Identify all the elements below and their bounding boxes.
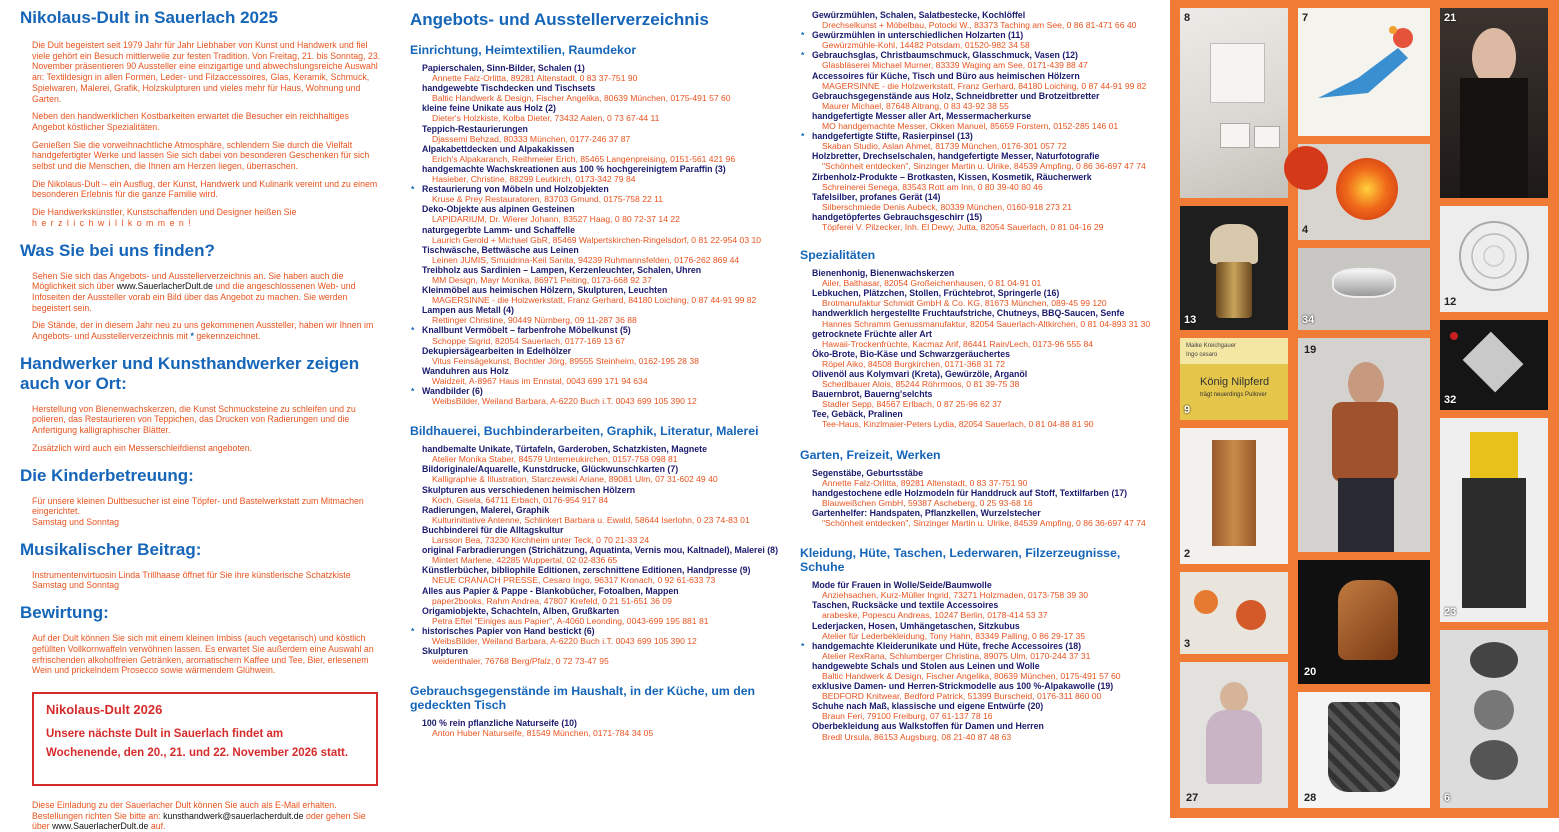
directory-entry bbox=[812, 91, 1162, 111]
entry-exhibitor: Atelier Monika Staber, 84579 Unterneukirchen, 0157-758 098 81 bbox=[432, 454, 678, 465]
entry-exhibitor: WeibsBilder, Weiland Barbara, A-6220 Buch i.T. 0043 699 105 390 12 bbox=[432, 396, 697, 407]
book-author: Maike Kreichgauer bbox=[1186, 343, 1237, 349]
entry-product: Kleinmöbel aus heimischen Hölzern, Skulpturen, Leuchten bbox=[422, 285, 668, 296]
find-paragraph-new: Die Stände, der in diesem Jahr neu zu uns gekommenen Aussteller, haben wir Ihnen im Angebots- und Ausstellerverzeichnis mit * gekennzeichnet. bbox=[32, 320, 374, 342]
directory-entry bbox=[812, 308, 1162, 328]
entry-exhibitor: weidenthaler, 76768 Berg/Pfalz, 0 72 73-47 95 bbox=[432, 656, 609, 667]
tile-number: 9 bbox=[1184, 404, 1191, 416]
directory-entry bbox=[812, 349, 1162, 369]
entry-exhibitor: Kalligraphie & Illustration, Starczewski Ariane, 89081 Ulm, 07 31-602 49 40 bbox=[432, 474, 718, 485]
tile-number: 32 bbox=[1444, 394, 1457, 406]
email-link[interactable]: kunsthandwerk@sauerlacherdult.de bbox=[163, 810, 304, 821]
entry-exhibitor: Blauweißchen GmbH, 59387 Ascheberg, 0 25 93-68 16 bbox=[822, 497, 1033, 508]
entry-exhibitor: Tee-Haus, Kinzlmaier-Peters Lydia, 82054 Sauerlach, 0 81 04-88 81 90 bbox=[822, 419, 1094, 430]
entry-exhibitor: Silberschmiede Denis Aubeck, 80339 München, 0160-918 273 21 bbox=[822, 201, 1072, 212]
next-dult-notice bbox=[32, 692, 378, 786]
kids-paragraph: Für unsere kleinen Dultbesucher ist eine Töpfer- und Bastelwerkstatt zum Mitmachen eingerichtet. Samstag und Sonntag bbox=[32, 495, 364, 527]
photo-tile-32 bbox=[1440, 320, 1548, 410]
entry-product: Taschen, Rucksäcke und textile Accessoires bbox=[812, 600, 999, 611]
welcome-text: h e r z l i c h w i l l k o m m e n ! bbox=[32, 217, 192, 228]
tile-number: 6 bbox=[1444, 792, 1451, 804]
entry-product: handgemachte Wachskreationen aus 100 % hochgereinigtem Paraffin (3) bbox=[422, 163, 726, 174]
directory-entry bbox=[422, 565, 790, 585]
photo-tile-4 bbox=[1298, 144, 1430, 240]
directory-section bbox=[800, 248, 1162, 430]
entry-exhibitor: Hasieber, Christine, 88299 Leutkirch, 0173-342 79 84 bbox=[432, 174, 636, 185]
entry-product: Skulpturen aus verschiedenen heimischen Hölzern bbox=[422, 484, 636, 495]
entry-product: naturgegerbte Lamm- und Schaffelle bbox=[422, 224, 575, 235]
music-title: Musikalischer Beitrag: bbox=[20, 539, 202, 559]
entry-exhibitor: Annette Falz-Orlitta, 89281 Altenstadt, 0 83 37-751 90 bbox=[822, 477, 1028, 488]
book-publisher: Ingo cesaro bbox=[1186, 352, 1218, 358]
directory-entry bbox=[422, 265, 790, 285]
craft-paragraph: Zusätzlich wird auch ein Messerschleifdienst angeboten. bbox=[32, 442, 253, 453]
entry-product: handgewebte Schals und Stolen aus Leinen und Wolle bbox=[812, 660, 1040, 671]
entry-product: Oberbekleidung aus Walkstoffen für Damen und Herren bbox=[812, 721, 1044, 732]
entry-product: Accessoires für Küche, Tisch und Büro aus heimischen Hölzern bbox=[812, 70, 1080, 81]
directory-entry bbox=[422, 606, 790, 626]
intro-paragraph: Die Nikolaus-Dult – ein Ausflug, der Kunst, Handwerk und Kulinarik vereint und zu einem besonderen Erlebnis für die ganze Familie wird. bbox=[32, 178, 378, 200]
new-exhibitor-star-icon: * bbox=[801, 50, 805, 61]
entry-product: handgefertigte Messer aller Art, Messermacherkurse bbox=[812, 110, 1032, 121]
directory-entry bbox=[422, 366, 790, 386]
directory-entry bbox=[801, 131, 1162, 152]
music-paragraph: Instrumentenvirtuosin Linda Trillhaase öffnet für Sie ihre künstlerische Schatzkiste Samstag und Sonntag bbox=[32, 569, 351, 591]
section-title: Einrichtung, Heimtextilien, Raumdekor bbox=[410, 43, 637, 57]
new-exhibitor-star-icon: * bbox=[411, 184, 415, 195]
directory-entry bbox=[812, 369, 1162, 389]
directory-entry bbox=[812, 661, 1162, 681]
entry-exhibitor: Erich's Alpakaranch, Reithmeier Erich, 85465 Langenpreising, 0151-561 421 96 bbox=[432, 153, 736, 164]
entry-product: Öko-Brote, Bio-Käse und Schwarzgeräuchertes bbox=[812, 348, 1010, 359]
entry-product: Segenstäbe, Geburtsstäbe bbox=[812, 467, 923, 478]
website-link[interactable]: www.SauerlacherDult.de bbox=[116, 281, 213, 292]
entry-product: kleine feine Unikate aus Holz (2) bbox=[422, 103, 556, 114]
directory-entry bbox=[812, 488, 1162, 508]
tile-number: 27 bbox=[1186, 792, 1199, 804]
entry-exhibitor: Annette Falz-Orlitta, 89281 Altenstadt, 0 83 37-751 90 bbox=[432, 73, 638, 84]
entry-product: Gewürzmühlen, Schalen, Salatbestecke, Kochlöffel bbox=[812, 10, 1026, 20]
entry-product: Alles aus Papier & Pappe - Blankobücher, Fotoalben, Mappen bbox=[422, 585, 679, 596]
directory-entry bbox=[812, 409, 1162, 429]
entry-exhibitor: Gewürzmühle-Kohl, 14482 Potsdam, 01520-982 34 58 bbox=[822, 40, 1030, 51]
directory-entry bbox=[812, 111, 1162, 131]
entry-exhibitor: LAPIDARIUM, Dr. Wierer Johann, 83527 Haag, 0 80 72-37 14 22 bbox=[432, 214, 680, 225]
directory-entry bbox=[812, 701, 1162, 721]
entry-exhibitor: Waidzeit, A-8967 Haus im Ennstal, 0043 699 171 94 634 bbox=[432, 375, 648, 386]
tile-number: 13 bbox=[1184, 314, 1197, 326]
intro-paragraph: Die Dult begeistert seit 1979 Jahr für Jahr Liebhaber von Kunst und Handwerk und fiel viele gehört ein Besuch mittlerweile zur festen Tradition. Von Freitag, 21. bis Sonntag, 23. November präsentieren 90 Aussteller eine einzigartige und abwechslungsreiche Auswahl an: Textildesign in allen Formen, Leder- und Filzaccessoires, Glas, Keramik, Schmuck, Spielwaren, Malerei, Grafik, Holzskulpturen und vieles mehr für Haus, Wohnung und Garten. bbox=[32, 40, 381, 104]
directory-entry bbox=[812, 508, 1162, 528]
directory-section bbox=[410, 43, 790, 406]
directory-entry bbox=[422, 204, 790, 224]
entry-exhibitor: Larsson Bea, 73230 Kirchheim unter Teck, 0 70 21-33 24 bbox=[432, 535, 650, 546]
entry-product: original Farbradierungen (Strichätzung, Aquatinta, Vernis mou, Kaltnadel), Malerei (8) bbox=[422, 545, 778, 556]
entry-exhibitor: Maurer Michael, 87648 Aitrang, 0 83 43-92 38 55 bbox=[822, 100, 1009, 111]
directory-entry bbox=[422, 164, 790, 184]
tile-number: 23 bbox=[1444, 606, 1457, 618]
directory-entry bbox=[411, 325, 790, 346]
entry-exhibitor: Schoppe Sigrid, 82054 Sauerlach, 0177-169 13 67 bbox=[432, 335, 626, 346]
directory-entry bbox=[812, 212, 1162, 232]
tile-number: 3 bbox=[1184, 638, 1191, 650]
entry-product: Olivenöl aus Kolymvari (Kreta), Gewürzöle, Arganöl bbox=[812, 369, 1028, 379]
entry-exhibitor: Laurich Gerold + Michael GbR, 85469 Walpertskirchen-Ringelsdorf, 0 81 22-954 03 10 bbox=[432, 234, 762, 245]
tile-number: 34 bbox=[1302, 314, 1315, 326]
entry-product: Alpakabettdecken und Alpakakissen bbox=[422, 143, 575, 154]
entry-exhibitor: Dieter's Holzkiste, Kolba Dieter, 73432 Aalen, 0 73 67-44 11 bbox=[432, 113, 660, 124]
directory-entry bbox=[801, 50, 1162, 71]
directory-entry bbox=[422, 245, 790, 265]
entry-exhibitor: Hawaii-Trockenfrüchte, Kacmaz Arif, 86441 Rain/Lech, 0173-96 555 84 bbox=[822, 338, 1094, 349]
tile-number: 20 bbox=[1304, 666, 1317, 678]
notice-title: Nikolaus-Dult 2026 bbox=[46, 701, 163, 717]
photo-tile-13 bbox=[1180, 206, 1288, 330]
intro-paragraph: Die Handwerkskünstler, Kunstschaffenden und Designer heißen Sie bbox=[32, 207, 297, 218]
entry-product: Treibholz aus Sardinien – Lampen, Kerzenleuchter, Schalen, Uhren bbox=[422, 264, 702, 275]
new-exhibitor-star-icon: * bbox=[801, 30, 805, 41]
entry-exhibitor: "Schönheit entdecken", Sinzinger Martin u. Ulrike, 84539 Ampfing, 0 86 36-697 47 74 bbox=[822, 518, 1146, 529]
entry-product: handwerklich hergestellte Fruchtaufstriche, Chutneys, BBQ-Saucen, Senfe bbox=[812, 308, 1125, 319]
directory-entry bbox=[422, 83, 790, 103]
entry-product: exklusive Damen- und Herren-Strickmodelle aus 100 %-Alpakawolle (19) bbox=[812, 681, 1114, 692]
directory-entry bbox=[812, 721, 1162, 741]
entry-product: Origamiobjekte, Schachteln, Alben, Grußkarten bbox=[422, 605, 620, 616]
entry-product: handgestochene edle Holzmodeln für Handdruck auf Stoff, Textilfarben (17) bbox=[812, 487, 1128, 498]
directory-entry bbox=[812, 580, 1162, 600]
section-title: Gebrauchsgegenstände im Haushalt, in der Küche, um den gedeckten Tisch bbox=[410, 684, 756, 713]
entry-product: handgemachte Kleiderunikate und Hüte, freche Accessoires (18) bbox=[812, 640, 1082, 651]
intro-paragraph: Neben den handwerklichen Kostbarkeiten erwartet die Besucher ein reichhaltiges Angebot köstlicher Spezialitäten. bbox=[32, 111, 349, 132]
flying-figure-illustration bbox=[1298, 8, 1430, 136]
entry-product: Tafelsilber, profanes Gerät (14) bbox=[812, 191, 941, 202]
directory-entry bbox=[812, 10, 1162, 30]
entry-exhibitor: Vitus Feinsägekunst, Bochtler Jörg, 89555 Steinheim, 0162-195 28 38 bbox=[432, 355, 699, 366]
entry-exhibitor: Baltic Handwerk & Design, Fischer Angelika, 80639 München, 0175-491 57 60 bbox=[432, 93, 731, 104]
directory-column-2 bbox=[800, 10, 1162, 828]
directory-sections bbox=[800, 10, 1162, 742]
entry-exhibitor: BEDFORD Knitwear, Bedford Patrick, 51399 Burscheid, 0176-311 860 00 bbox=[822, 691, 1102, 702]
directory-entry bbox=[422, 103, 790, 123]
new-exhibitor-star-icon: * bbox=[411, 625, 415, 636]
directory-entry bbox=[422, 444, 790, 464]
directory-entry bbox=[422, 525, 790, 545]
entry-exhibitor: Atelier RexRana, Schlumberger Christina, 89075 Ulm, 0170-244 37 31 bbox=[822, 650, 1091, 661]
directory-section bbox=[800, 10, 1162, 232]
photo-tile-21 bbox=[1440, 8, 1548, 198]
directory-section bbox=[410, 684, 790, 738]
intro-paragraph: Genießen Sie die vorweihnachtliche Atmosphäre, schlendern Sie durch die Vielfalt handgefertigter Werke und lassen Sie sich dabei von besonderen Geschenken für sich selbst und die Menschen, die Ihnen am Herzen liegen, überraschen. bbox=[32, 139, 370, 172]
section-title: Kleidung, Hüte, Taschen, Lederwaren, Filzerzeugnisse, Schuhe bbox=[800, 546, 1121, 575]
entry-exhibitor: MAGERSINNE - die Holzwerkstatt, Franz Gerhard, 84180 Loiching, 0 87 44-91 99 82 bbox=[822, 80, 1147, 91]
directory-entry bbox=[812, 71, 1162, 91]
directory-entry bbox=[812, 681, 1162, 701]
directory-entry bbox=[812, 389, 1162, 409]
entry-product: Knallbunt Vermöbelt – farbenfrohe Möbelkunst (5) bbox=[422, 325, 631, 336]
tile-number: 28 bbox=[1304, 792, 1317, 804]
entry-exhibitor: NEUE CRANACH PRESSE, Cesaro Ingo, 96317 Kronach, 0 92 61-633 73 bbox=[432, 575, 716, 586]
new-exhibitor-star-icon: * bbox=[801, 640, 805, 651]
entry-exhibitor: Baltic Handwerk & Design, Fischer Angelika, 80639 München, 0175-491 57 60 bbox=[822, 670, 1121, 681]
directory-entry bbox=[422, 144, 790, 164]
intro-column bbox=[20, 8, 382, 832]
notice-line: Wochenende, den 20., 21. und 22. November 2026 statt. bbox=[46, 746, 349, 759]
directory-entry bbox=[422, 586, 790, 606]
tile-number: 12 bbox=[1444, 296, 1457, 308]
entry-exhibitor: Rettinger Christine, 90449 Nürnberg, 09 11-287 36 88 bbox=[432, 315, 637, 326]
directory-entry bbox=[812, 172, 1162, 192]
photo-tile-28 bbox=[1298, 692, 1430, 808]
new-exhibitor-star-icon: * bbox=[411, 386, 415, 396]
section-title: Garten, Freizeit, Werken bbox=[800, 447, 941, 462]
directory-entry bbox=[812, 151, 1162, 171]
entry-exhibitor: "Schönheit entdecken", Sinzinger Martin u. Ulrike, 84539 Ampfing, 0 86 36-697 47 74 bbox=[822, 161, 1146, 172]
entry-product: getrocknete Früchte aller Art bbox=[812, 328, 932, 339]
entry-product: handbemalte Unikate, Türtafeln, Garderoben, Schatzkisten, Magnete bbox=[422, 444, 707, 455]
website-link[interactable]: www.SauerlacherDult.de bbox=[52, 821, 149, 832]
directory-column bbox=[410, 10, 790, 828]
directory-sections bbox=[410, 43, 790, 738]
directory-entry bbox=[801, 640, 1162, 661]
directory-section bbox=[410, 424, 790, 666]
entry-product: Mode für Frauen in Wolle/Seide/Baumwolle bbox=[812, 580, 992, 591]
entry-exhibitor: Djassemi Behzad, 80333 München, 0177-246 37 87 bbox=[432, 133, 631, 144]
photo-tile-2 bbox=[1180, 428, 1288, 564]
tile-number: 7 bbox=[1302, 12, 1309, 24]
find-paragraph: Sehen Sie sich das Angebots- und Ausstellerverzeichnis an. Sie haben auch die Möglichkeit sich über www.SauerlacherDult.de und die angeschlossenen Web- und Infoseiten der Aussteller vorab ein Bild über das Angebot zu machen. Sie werden begeistert sein. bbox=[32, 270, 356, 313]
entry-product: Gebrauchsglas, Christbaumschmuck, Glasschmuck, Vasen (12) bbox=[812, 50, 1078, 61]
entry-exhibitor: Schreinerei Senega, 83543 Rott am Inn, 0 80 39-40 80 46 bbox=[822, 181, 1043, 192]
entry-product: Lampen aus Metall (4) bbox=[422, 305, 514, 316]
entry-product: Deko-Objekte aus alpinen Gesteinen bbox=[422, 204, 575, 215]
directory-entry bbox=[422, 485, 790, 505]
directory-section bbox=[800, 448, 1162, 529]
entry-product: Buchbinderei für die Alltagskultur bbox=[422, 524, 564, 535]
entry-exhibitor: Skaban Studio, Aslan Ahmet, 81739 München, 0176-301 057 72 bbox=[822, 141, 1067, 152]
find-title: Was Sie bei uns finden? bbox=[20, 240, 215, 260]
photo-tile-12 bbox=[1440, 206, 1548, 312]
directory-entry bbox=[422, 718, 790, 738]
entry-exhibitor: Stadler Sepp, 84567 Erlbach, 0 87 25-96 62 37 bbox=[822, 399, 1002, 410]
entry-product: Dekupiersägearbeiten in Edelhölzer bbox=[422, 345, 572, 356]
entry-product: Künstlerbücher, bibliophile Editionen, zerschnittene Editionen, Handpresse (9) bbox=[422, 565, 751, 576]
directory-entry bbox=[812, 288, 1162, 308]
entry-product: Teppich-Restaurierungen bbox=[422, 123, 528, 134]
entry-product: Bildoriginale/Aquarelle, Kunstdrucke, Glückwunschkarten (7) bbox=[422, 464, 679, 475]
food-paragraph: Auf der Dult können Sie sich mit einem kleinen Imbiss (auch vegetarisch) und köstlich gefüllten Vollkornwaffeln verwöhnen lassen. Es erwartet Sie außerdem eine Auswahl an erfrischenden alkoholfreien Getränken, aromatischem Kaffee und Tee, Bier, erlesenem Wein und prickelndem Prosecco sowie wärmendem Glühwein. bbox=[32, 633, 374, 676]
photo-tile-9 bbox=[1180, 338, 1288, 420]
entry-product: Lebkuchen, Plätzchen, Stollen, Früchtebrot, Springerle (16) bbox=[812, 288, 1060, 299]
directory-entry bbox=[411, 184, 790, 205]
directory-entry bbox=[422, 346, 790, 366]
tile-number: 2 bbox=[1184, 548, 1191, 560]
new-exhibitor-star-icon: * bbox=[801, 131, 805, 142]
photo-tile-23 bbox=[1440, 418, 1548, 622]
directory-title: Angebots- und Ausstellerverzeichnis bbox=[410, 10, 709, 29]
entry-product: Restaurierung von Möbeln und Holzobjekten bbox=[422, 184, 609, 195]
entry-exhibitor: Schedlbauer Alois, 85244 Röhrmoos, 0 81 39-75 38 bbox=[822, 379, 1020, 390]
entry-exhibitor: WeibsBilder, Weiland Barbara, A-6220 Buch i.T. 0043 699 105 390 12 bbox=[432, 635, 697, 646]
section-title: Spezialitäten bbox=[800, 248, 876, 263]
entry-product: Tee, Gebäck, Pralinen bbox=[812, 409, 903, 420]
kids-title: Die Kinderbetreuung: bbox=[20, 465, 194, 485]
entry-exhibitor: Hannes Schramm Genussmanufaktur, 82054 Sauerlach-Altkirchen, 0 81 04-893 31 30 bbox=[822, 318, 1151, 329]
directory-entry bbox=[411, 386, 790, 407]
photo-tile-7 bbox=[1298, 8, 1430, 136]
directory-entry bbox=[422, 545, 790, 565]
directory-entry bbox=[411, 625, 790, 646]
entry-exhibitor: Atelier für Lederbekleidung, Tony Hahn, 83349 Palling, 0 86 29-17 35 bbox=[822, 630, 1086, 641]
directory-entry bbox=[422, 464, 790, 484]
entry-exhibitor: Brotmanufaktur Schmidt GmbH & Co. KG, 81673 München, 089-45 99 120 bbox=[822, 298, 1107, 309]
new-exhibitor-star-icon: * bbox=[411, 325, 415, 336]
entry-product: Schuhe nach Maß, klassische und eigene Entwürfe (20) bbox=[812, 701, 1044, 712]
entry-exhibitor: Anton Huber Naturseife, 81549 München, 0171-784 34 05 bbox=[432, 728, 654, 739]
directory-entry bbox=[812, 192, 1162, 212]
directory-entry bbox=[812, 329, 1162, 349]
entry-exhibitor: MM Design, Mayr Monika, 86971 Peiting, 0173-668 92 37 bbox=[432, 274, 652, 285]
craft-paragraph: Herstellung von Bienenwachskerzen, die Kunst Schmucksteine zu schleifen und zu polieren, das Restaurieren von Teppichen, das Drucken von Radierungen und die Anfertigung kalligraphischer Blätter. bbox=[32, 403, 356, 436]
food-title: Bewirtung: bbox=[20, 603, 109, 623]
directory-entry bbox=[422, 63, 790, 83]
entry-product: Radierungen, Malerei, Graphik bbox=[422, 504, 550, 515]
entry-exhibitor: Kulturinitiative Antenne, Schlinkert Barbara u. Ewald, 58644 Iserlohn, 0 23 74-83 01 bbox=[432, 514, 750, 525]
directory-entry bbox=[422, 505, 790, 525]
entry-product: handgetöpfertes Gebrauchsgeschirr (15) bbox=[812, 211, 983, 222]
directory-entry bbox=[422, 305, 790, 325]
photo-tile-19 bbox=[1298, 338, 1430, 552]
footer-text: Diese Einladung zu der Sauerlacher Dult können Sie auch als E-Mail erhalten. Bestellungen richten Sie bitte an: kunsthandwerk@sauerlacherdult.de oder gehen Sie über www.SauerlacherDult.de auf. bbox=[32, 799, 366, 832]
book-subtitle: trägt neuerdings Pullover bbox=[1200, 392, 1267, 398]
entry-exhibitor: Töpferei V. Pilzecker, Inh. El Dewy, Jutta, 82054 Sauerlach, 0 81 04-16 29 bbox=[822, 221, 1104, 232]
entry-exhibitor: Ailer, Balthasar, 82054 Großeichenhausen, 0 81 04-91 01 bbox=[822, 278, 1042, 289]
entry-exhibitor: MO handgemachte Messer, Okken Manuel, 85659 Forstern, 0152-285 146 01 bbox=[822, 121, 1119, 132]
tile-number: 4 bbox=[1302, 224, 1309, 236]
directory-entry bbox=[422, 285, 790, 305]
entry-product: handgefertigte Stifte, Rasierpinsel (13) bbox=[812, 131, 973, 142]
entry-exhibitor: Leinen JUMIS, Smuidrina-Keil Sanita, 94239 Ruhmannsfelden, 0176-262 869 44 bbox=[432, 254, 740, 265]
entry-product: Skulpturen bbox=[422, 646, 468, 657]
photo-tile-20 bbox=[1298, 560, 1430, 684]
entry-exhibitor: paper2books, Rahm Andrea, 47807 Krefeld, 0 21 51-651 36 09 bbox=[432, 595, 672, 606]
section-title: Bildhauerei, Buchbinderarbeiten, Graphik, Literatur, Malerei bbox=[410, 424, 759, 439]
directory-entry bbox=[801, 30, 1162, 51]
entry-exhibitor: Kruse & Prey Restauratoren, 83703 Gmund, 0175-758 22 11 bbox=[432, 194, 664, 205]
entry-exhibitor: Petra Eftel "Einiges aus Papier", A-4060 Leonding, 0043-699 195 881 81 bbox=[432, 615, 709, 626]
entry-product: Zirbenholz-Produkte – Brotkasten, Kissen, Kosmetik, Räucherwerk bbox=[812, 171, 1092, 182]
photo-tile-3 bbox=[1180, 572, 1288, 654]
photo-tile-27 bbox=[1180, 662, 1288, 808]
entry-product: Bauernbrot, Bauerng'selchts bbox=[812, 389, 933, 400]
product-gallery bbox=[1170, 0, 1559, 818]
craft-title: Handwerker und Kunsthandwerker zeigen auch vor Ort: bbox=[20, 353, 360, 393]
tile-number: 19 bbox=[1304, 344, 1317, 356]
directory-entry bbox=[812, 600, 1162, 620]
tile-number: 8 bbox=[1184, 12, 1191, 24]
entry-exhibitor: Bredl Ursula, 86153 Augsburg, 08 21-40 87 48 63 bbox=[822, 731, 1012, 742]
entry-product: Papierschalen, Sinn-Bilder, Schalen (1) bbox=[422, 63, 585, 73]
photo-tile-6 bbox=[1440, 630, 1548, 808]
entry-product: handgewebte Tischdecken und Tischsets bbox=[422, 83, 596, 94]
directory-entry bbox=[812, 621, 1162, 641]
entry-exhibitor: Mintert Marlene, 42285 Wuppertal, 02 02-836 65 bbox=[432, 555, 618, 566]
entry-exhibitor: Anziehsachen, Kurz-Müller Ingrid, 73271 Holzmaden, 0173-758 39 30 bbox=[822, 590, 1089, 601]
directory-entry bbox=[422, 646, 790, 666]
entry-exhibitor: Braun Feri, 79100 Freiburg, 07 61-137 78 16 bbox=[822, 711, 993, 722]
entry-exhibitor: Koch, Gisela, 64711 Erbach, 0176-954 917 84 bbox=[432, 494, 609, 505]
notice-line: Unsere nächste Dult in Sauerlach findet am bbox=[46, 727, 284, 740]
entry-product: 100 % rein pflanzliche Naturseife (10) bbox=[422, 718, 577, 729]
directory-entry bbox=[812, 468, 1162, 488]
entry-exhibitor: MAGERSINNE - die Holzwerkstatt, Franz Gerhard, 84180 Loiching, 0 87 44-91 99 82 bbox=[432, 295, 757, 306]
directory-entry bbox=[812, 268, 1162, 288]
entry-product: historisches Papier von Hand bestickt (6) bbox=[422, 625, 595, 636]
entry-product: Wanduhren aus Holz bbox=[422, 365, 509, 376]
entry-exhibitor: Glasbläserei Michael Murner, 83339 Waging am See, 0171-439 88 47 bbox=[822, 60, 1088, 71]
photo-tile-34 bbox=[1298, 248, 1430, 330]
new-star-icon: * bbox=[190, 331, 194, 342]
entry-product: Bienenhonig, Bienenwachskerzen bbox=[812, 268, 955, 279]
directory-entry bbox=[422, 124, 790, 144]
entry-exhibitor: arabeske, Popescu Andreas, 10247 Berlin, 0178-414 53 37 bbox=[822, 610, 1048, 621]
entry-product: Gartenhelfer: Handspaten, Pflanzkellen, Wurzelstecher bbox=[812, 507, 1041, 518]
entry-product: Tischwäsche, Bettwäsche aus Leinen bbox=[422, 244, 579, 255]
book-title: König Nilpferd bbox=[1200, 376, 1270, 388]
directory-entry bbox=[422, 225, 790, 245]
entry-product: Lederjacken, Hosen, Umhängetaschen, Sitzkubus bbox=[812, 620, 1020, 631]
directory-section bbox=[800, 546, 1162, 742]
entry-product: Holzbretter, Drechselschalen, handgefertigte Messer, Naturfotografie bbox=[812, 151, 1100, 162]
photo-tile-8 bbox=[1180, 8, 1288, 198]
entry-product: Gewürzmühlen in unterschiedlichen Holzarten (11) bbox=[812, 30, 1024, 41]
tile-number: 21 bbox=[1444, 12, 1457, 24]
entry-product: Wandbilder (6) bbox=[422, 386, 483, 396]
entry-product: Gebrauchsgegenstände aus Holz, Schneidbretter und Brotzeitbretter bbox=[812, 90, 1100, 101]
entry-exhibitor: Drechselkunst + Möbelbau, Potocki W., 83373 Taching am See, 0 86 81-471 66 40 bbox=[822, 20, 1137, 31]
entry-exhibitor: Röpel Aiko, 84508 Burgkirchen, 0171-368 31 72 bbox=[822, 358, 1005, 369]
intro-title: Nikolaus-Dult in Sauerlach 2025 bbox=[20, 8, 278, 27]
